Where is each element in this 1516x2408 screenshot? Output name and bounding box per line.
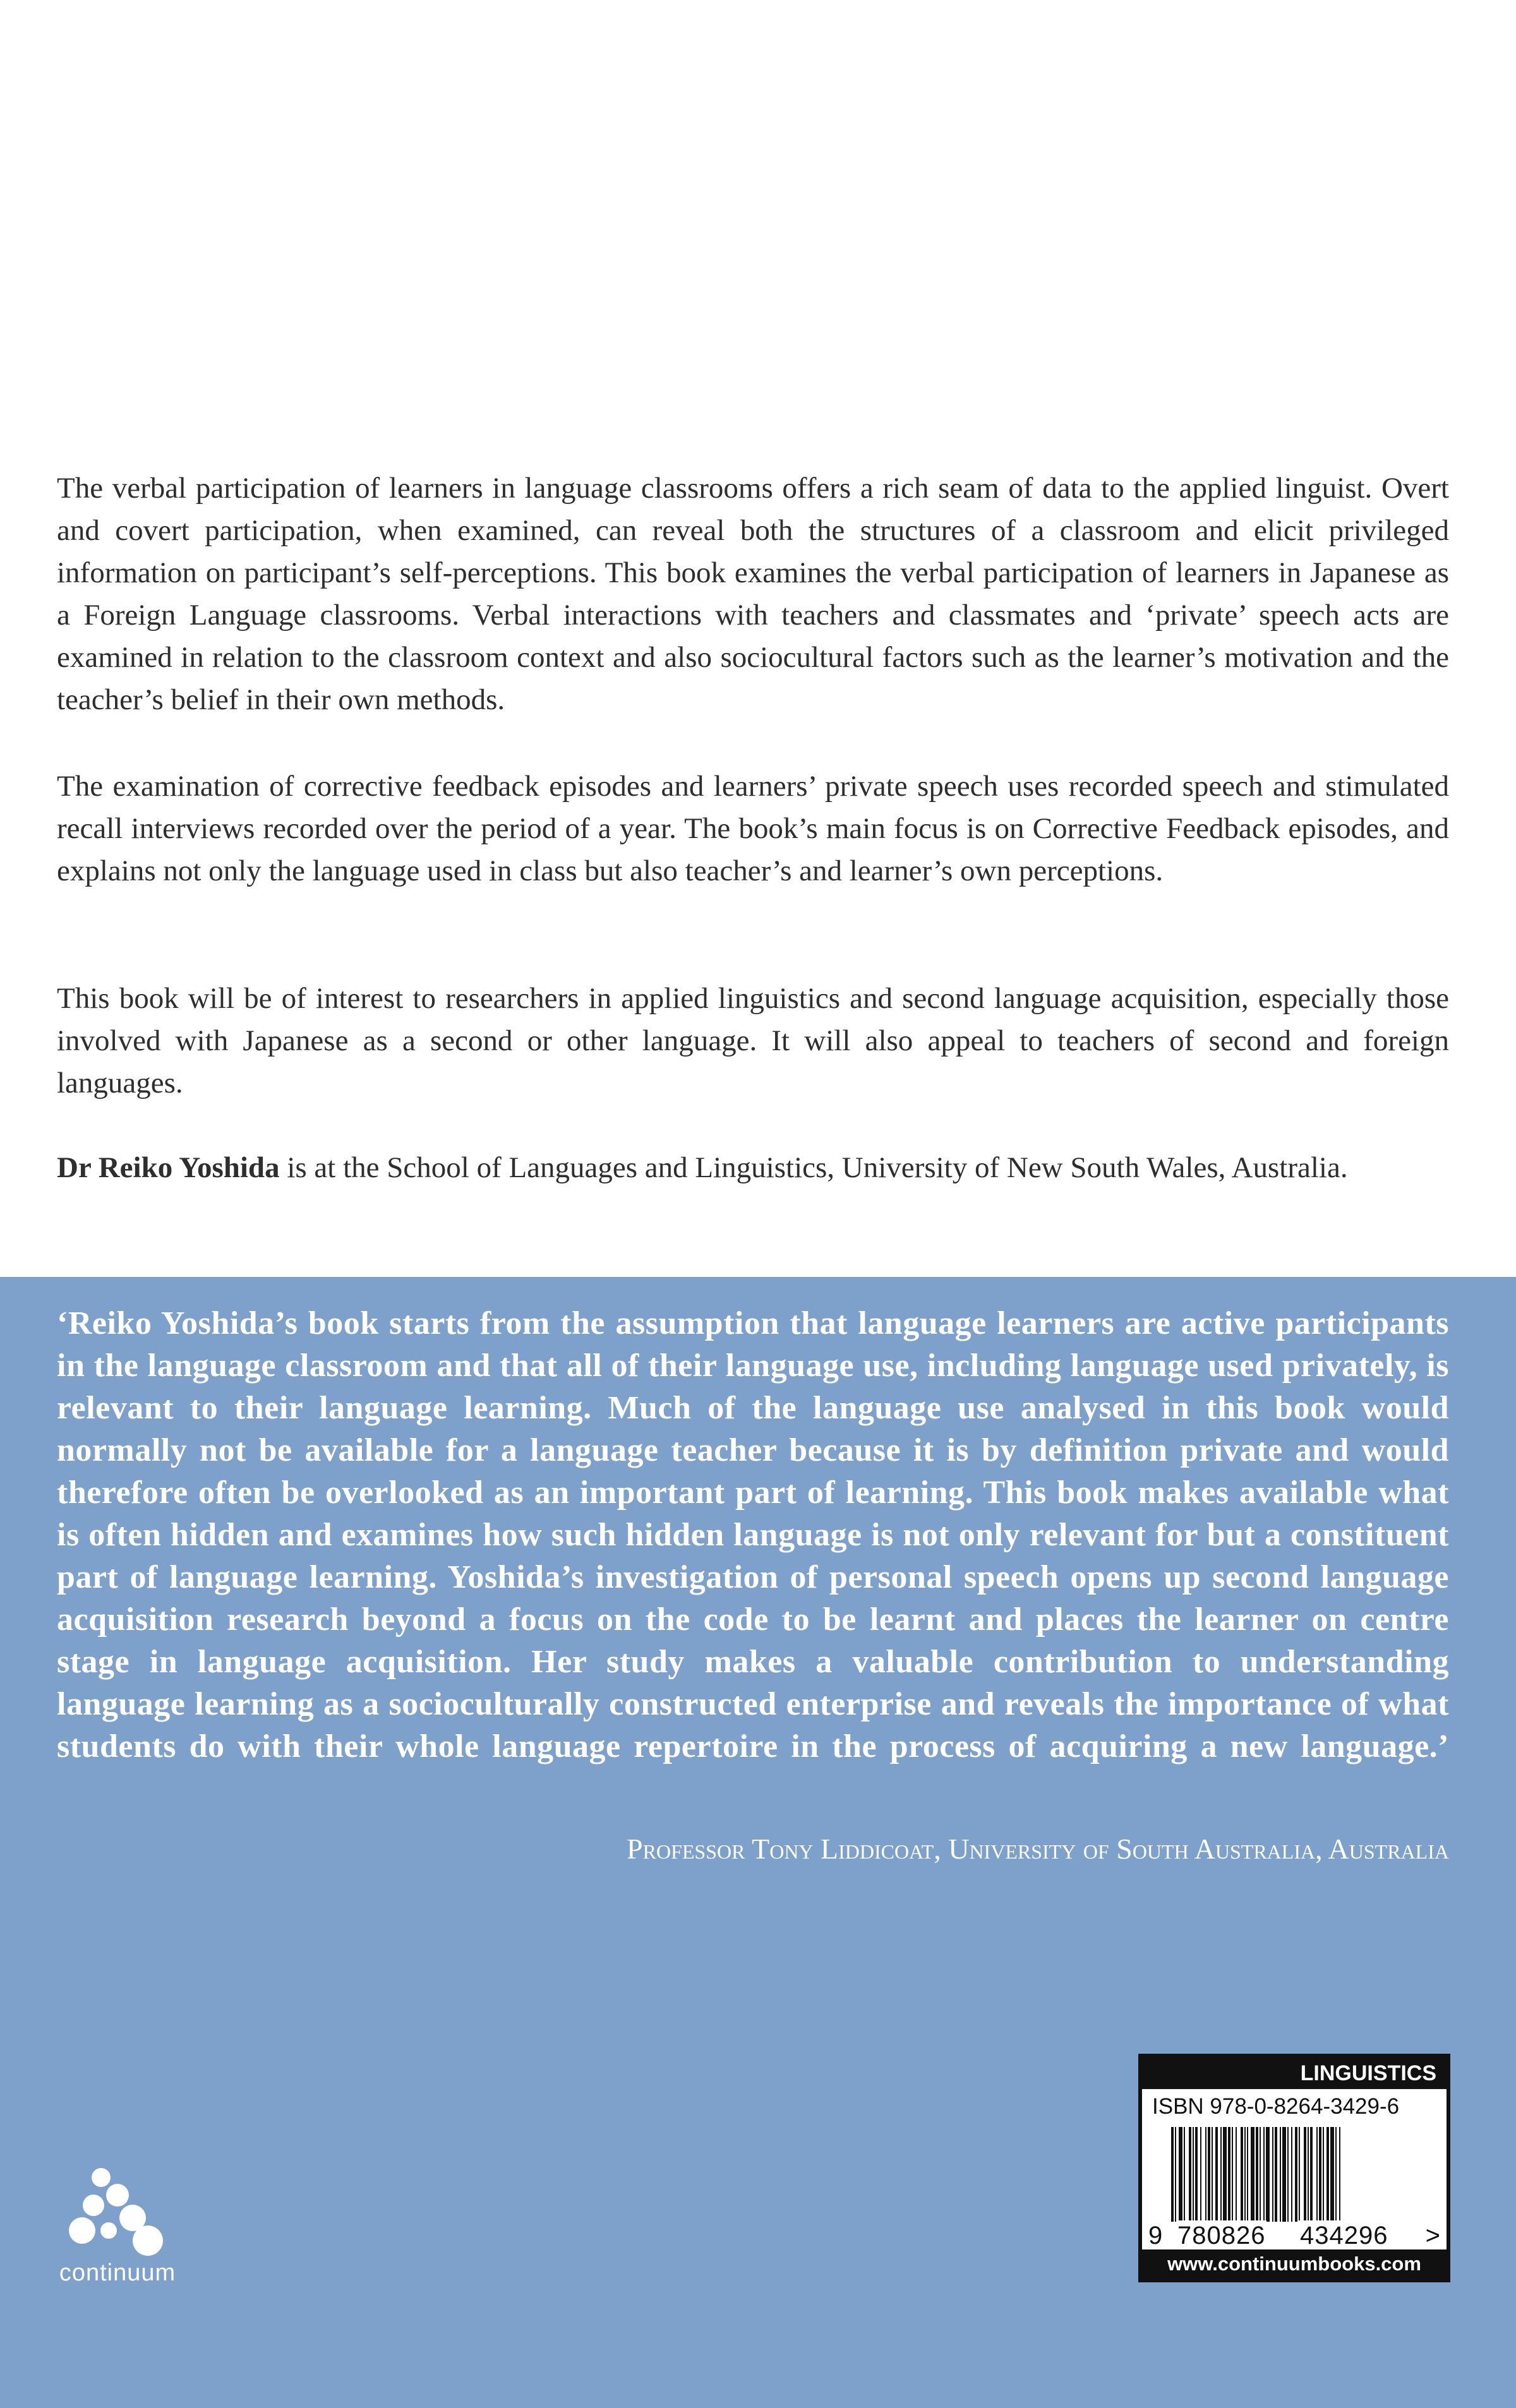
barcode-bar [1330, 2127, 1334, 2222]
barcode-bar [1275, 2127, 1277, 2222]
barcode-bar [1212, 2127, 1213, 2222]
publisher-url: www.continuumbooks.com [1142, 2249, 1447, 2279]
barcode-bar [1310, 2127, 1313, 2222]
barcode-digits-left: 780826 [1177, 2222, 1266, 2249]
barcode-bar [1184, 2127, 1185, 2222]
barcode-bar [1280, 2127, 1281, 2222]
barcode-bar [1266, 2127, 1270, 2222]
barcode-bar [1195, 2127, 1198, 2222]
barcode-bar [1282, 2127, 1286, 2222]
blurb-paragraph-2 [57, 765, 1449, 892]
barcode-bar [1287, 2127, 1289, 2222]
barcode-bar [1241, 2127, 1243, 2222]
barcode-bar [1179, 2127, 1182, 2222]
barcode-bar [1256, 2127, 1258, 2222]
barcode-bar [1251, 2127, 1254, 2222]
barcode-bar [1244, 2127, 1246, 2222]
barcode-bar [1215, 2127, 1218, 2222]
isbn-text: ISBN 978-0-8264-3429-6 [1152, 2094, 1400, 2119]
blurb-paragraph-1 [57, 467, 1449, 721]
barcode-digits-right: 434296 [1300, 2222, 1388, 2249]
blurb-paragraph-3 [57, 978, 1449, 1105]
barcode-category: LINGUISTICS [1142, 2058, 1447, 2089]
author-name: Dr Reiko Yoshida [57, 1151, 280, 1184]
barcode-bar [1295, 2127, 1297, 2222]
review-attribution: Professor Tony Liddicoat, University of South Australia, Australia [627, 1833, 1449, 1865]
barcode-bar [1263, 2127, 1265, 2222]
author-bio-detail: is at the School of Languages and Linguistics, University of New South Wales, Australia. [279, 1151, 1348, 1184]
barcode-bar [1272, 2127, 1273, 2222]
barcode-bar [1193, 2127, 1194, 2222]
barcode-bar [1304, 2127, 1306, 2222]
barcode-digit-end: > [1425, 2222, 1440, 2249]
barcode-bar [1236, 2127, 1237, 2222]
barcode-bar [1171, 2127, 1174, 2222]
barcode-bar [1291, 2127, 1292, 2222]
barcode-bar [1205, 2127, 1206, 2222]
barcode-bar [1223, 2127, 1227, 2222]
barcode-label [1138, 2054, 1450, 2282]
blurb-paragraph-3-text: This book will be of interest to researchers in applied linguistics and second language acquisition, especially those involved with Japanese as a second or other language. It will also appeal to teachers of second and foreign languages. [57, 982, 1449, 1099]
barcode-bar [1247, 2127, 1248, 2222]
barcode-bar [1189, 2127, 1191, 2222]
barcode-bar [1299, 2127, 1300, 2222]
barcode-bar [1326, 2127, 1329, 2222]
barcode-bar [1208, 2127, 1210, 2222]
barcode-bar [1316, 2127, 1318, 2222]
barcode-bar [1323, 2127, 1324, 2222]
author-bio-text [57, 1147, 1449, 1189]
review-quote-text: ‘Reiko Yoshida’s book starts from the assumption that language learners are active participants in the language classroom and that all of their language use, including language used privately, is relevant to their language learning. Much of the language use analysed in this book would normally not be available for a language teacher because it is by definition private and would therefore often be overlooked as an important part of learning. This book makes available what is often hidden and examines how such hidden language is not only relevant for but a constituent part of language learning. Yoshida’s investigation of personal speech opens up second language acquisition research beyond a focus on the code to be learnt and places the learner on centre stage in language acquisition. Her study makes a valuable contribution to understanding language learning as a socioculturally constructed enterprise and reveals the importance of what students do with their whole language repertoire in the process of acquiring a new language.’ [57, 1305, 1449, 1764]
blurb-paragraph-2-text: The examination of corrective feedback episodes and learners’ private speech uses recorded speech and stimulated recall interviews recorded over the period of a year. The book’s main focus is on Corrective Feedback episodes, and explains not only the language used in class but also teacher’s and learner’s own perceptions. [57, 770, 1449, 887]
publisher-name: continuum [59, 2260, 176, 2286]
barcode-bar [1339, 2127, 1340, 2222]
barcode-bar [1220, 2127, 1222, 2222]
barcode-bar [1200, 2127, 1201, 2222]
barcode-bar [1228, 2127, 1230, 2222]
barcode-digit-lead: 9 [1148, 2222, 1163, 2249]
barcode-bar [1175, 2127, 1176, 2222]
barcode-digits [1148, 2220, 1440, 2251]
review-quote [57, 1302, 1449, 1768]
barcode-bar [1335, 2127, 1337, 2222]
barcode-bar [1319, 2127, 1321, 2222]
barcode-bar [1232, 2127, 1233, 2222]
barcode-bar [1260, 2127, 1261, 2222]
blurb-paragraph-1-text: The verbal participation of learners in language classrooms offers a rich seam of data to the applied linguist. Overt and covert participation, when examined, can reveal both the structures of a classroom and elicit privileged information on participant’s self-perceptions. This book examines the verbal participation of learners in Japanese as a Foreign Language classrooms. Verbal interactions with teachers and classmates and ‘private’ speech acts are examined in relation to the classroom context and also sociocultural factors such as the learner’s motivation and the teacher’s belief in their own methods. [57, 472, 1449, 716]
barcode-bar [1308, 2127, 1309, 2222]
author-bio [57, 1147, 1449, 1189]
